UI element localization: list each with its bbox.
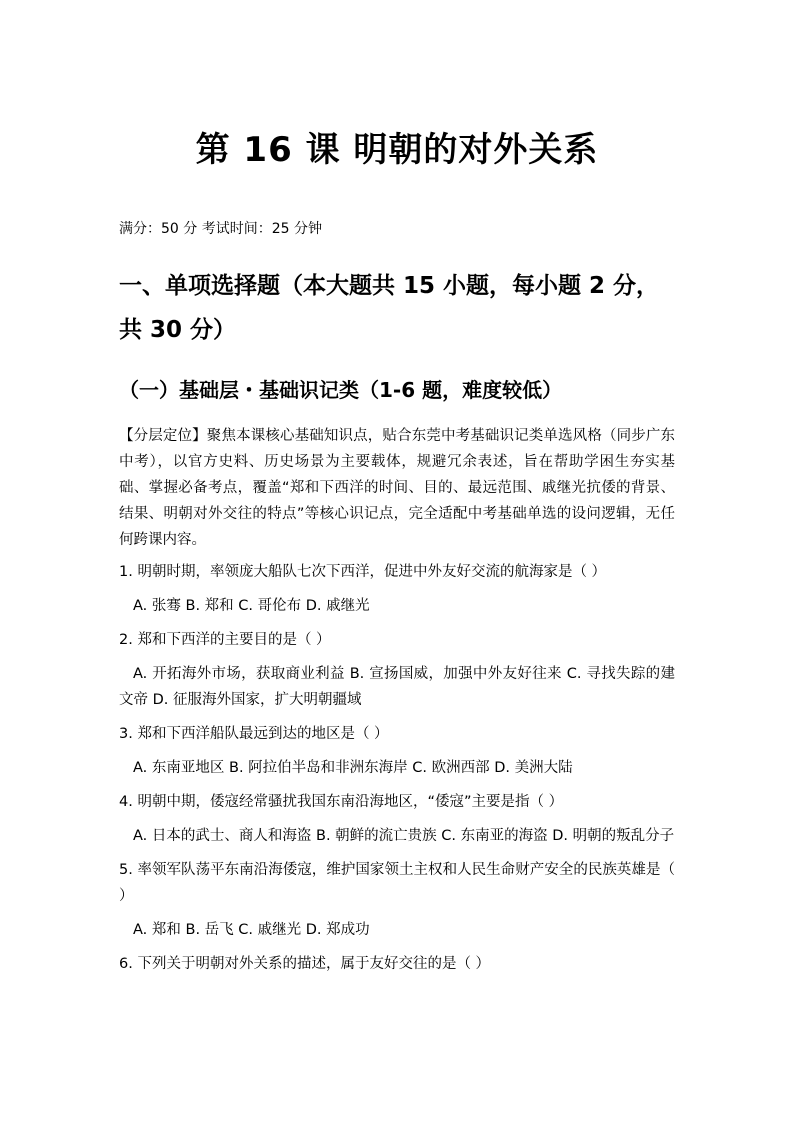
exam-meta: 满分：50 分 考试时间：25 分钟 [119, 221, 322, 237]
question-stem: 3. 郑和下西洋船队最远到达的地区是（ ） [119, 726, 389, 742]
question-stem: 2. 郑和下西洋的主要目的是（ ） [119, 632, 331, 648]
question-stem: 1. 明朝时期，率领庞大船队七次下西洋，促进中外友好交流的航海家是（ ） [119, 564, 607, 580]
intro-paragraph: 【分层定位】聚焦本课核心基础知识点，贴合东莞中考基础识记类单选风格（同步广东中考），以官方史料、历史场景为主要载体，规避冗余表述，旨在帮助学困生夯实基础、掌握必备考点，覆盖“郑和下西洋的时间、目的、最远范围、戚继光抗倭的背景、结果、明朝对外交往的特点”等核心识记点，完全适配中考基础单选的设问逻辑，无任何跨课内容。 [119, 428, 675, 548]
question-options: A. 日本的武士、商人和海盗 B. 朝鲜的流亡贵族 C. 东南亚的海盗 D. 明朝的叛乱分子 [133, 828, 675, 844]
sub-heading: （一）基础层・基础识记类（1-6 题，难度较低） [119, 378, 563, 402]
question-body [119, 423, 675, 985]
document-title: 第 16 课 明朝的对外关系 [195, 130, 599, 170]
question-options: A. 东南亚地区 B. 阿拉伯半岛和非洲东海岸 C. 欧洲西部 D. 美洲大陆 [133, 760, 573, 776]
question-stem: 5. 率领军队荡平东南沿海倭寇，维护国家领土主权和人民生命财产安全的民族英雄是（ ） [119, 862, 675, 904]
question-options: A. 郑和 B. 岳飞 C. 戚继光 D. 郑成功 [133, 922, 370, 938]
section-heading: 一、单项选择题（本大题共 15 小题，每小题 2 分，共 30 分） [119, 273, 660, 343]
question-stem: 6. 下列关于明朝对外关系的描述，属于友好交往的是（ ） [119, 956, 491, 972]
question-options: A. 张骞 B. 郑和 C. 哥伦布 D. 戚继光 [133, 598, 370, 614]
question-stem: 4. 明朝中期，倭寇经常骚扰我国东南沿海地区，“倭寇”主要是指（ ） [119, 794, 564, 810]
question-options: A. 开拓海外市场，获取商业利益 B. 宣扬国威，加强中外友好往来 C. 寻找失踪的建文帝 D. 征服海外国家，扩大明朝疆域 [119, 666, 675, 708]
